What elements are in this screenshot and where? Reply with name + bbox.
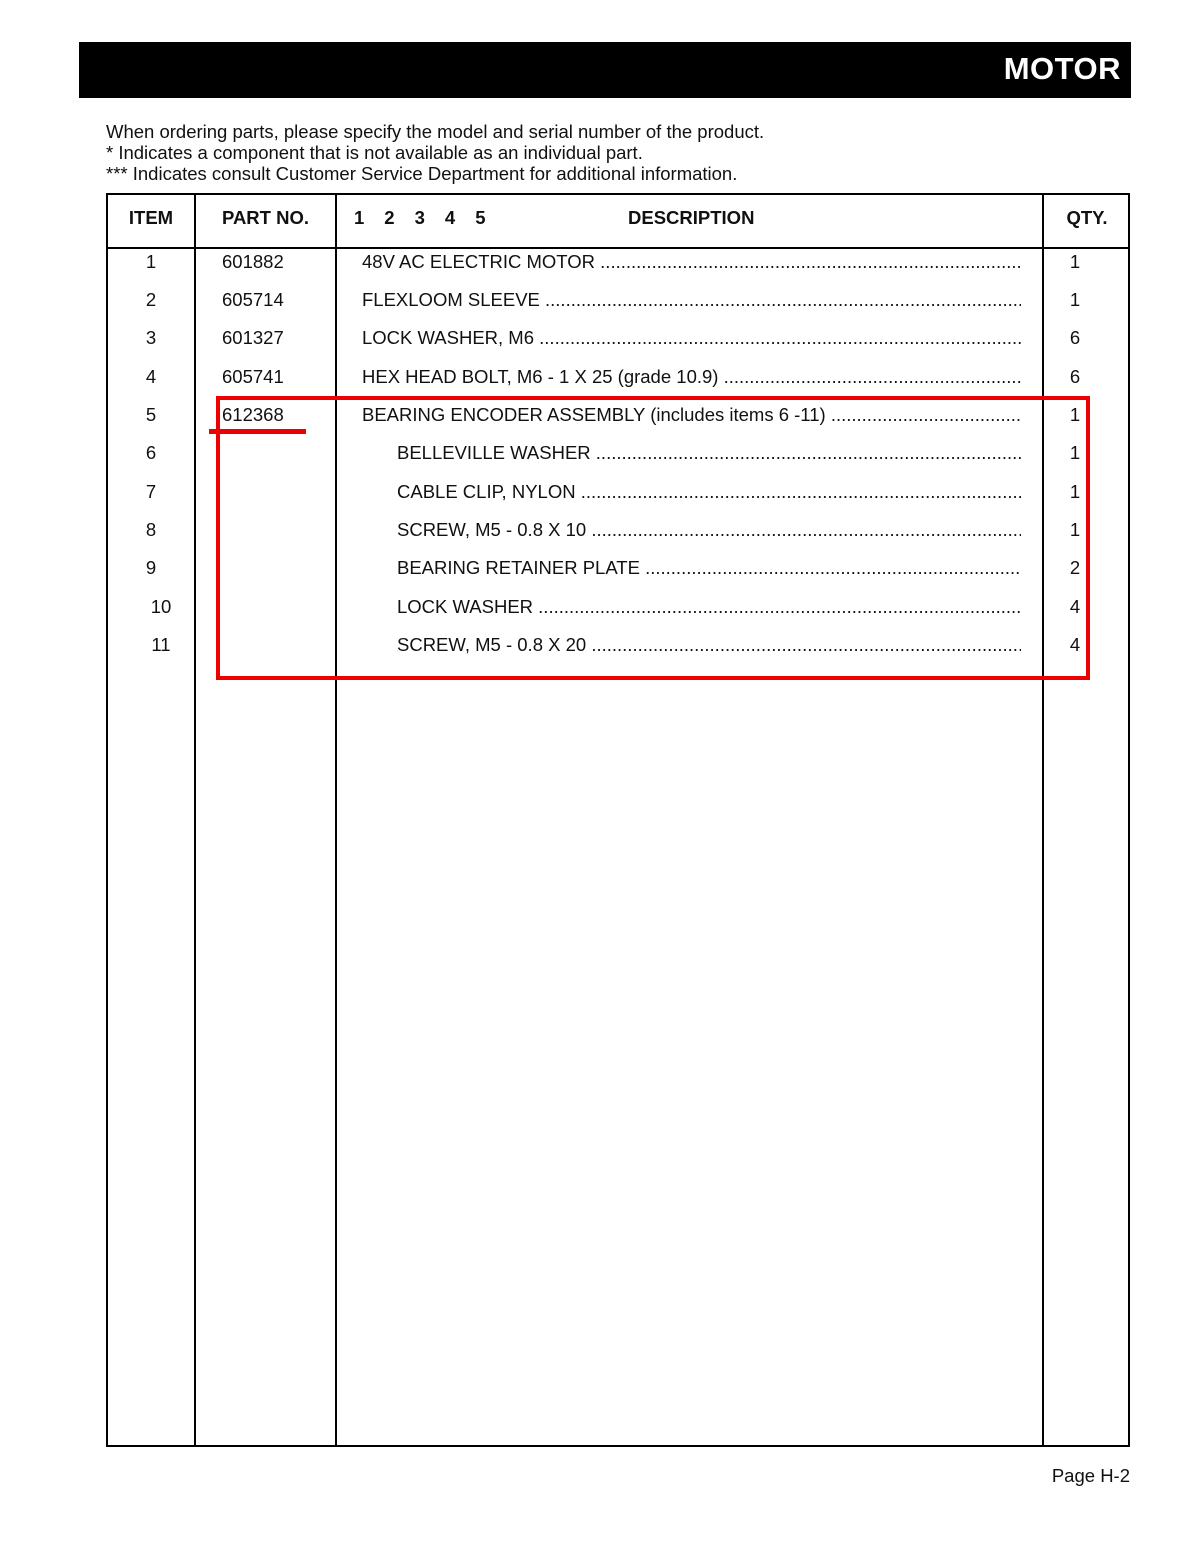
- description: CABLE CLIP, NYLON .....: [397, 481, 1021, 503]
- item-number: 7: [145, 481, 157, 502]
- table-row: [108, 289, 1128, 327]
- item-number: 4: [145, 366, 157, 387]
- highlight-box: [216, 396, 1090, 680]
- level-number: 1: [354, 207, 365, 228]
- table-row: [108, 251, 1128, 289]
- part-number: 605714: [222, 289, 284, 310]
- description: BEARING RETAINER PLATE .....: [397, 557, 1021, 579]
- quantity: 1: [1069, 289, 1081, 310]
- quantity: 4: [1069, 634, 1081, 655]
- header-divider: [108, 247, 1128, 249]
- level-number: 5: [475, 207, 486, 228]
- description: LOCK WASHER, M6 .....: [362, 327, 1021, 349]
- page-title: MOTOR: [1003, 51, 1121, 86]
- item-number: 9: [145, 557, 157, 578]
- description: 48V AC ELECTRIC MOTOR .....: [362, 251, 1021, 273]
- item-number: 11: [151, 634, 171, 655]
- page-number: Page H-2: [1051, 1465, 1130, 1486]
- column-header-description: DESCRIPTION: [628, 207, 755, 228]
- table-row: [108, 327, 1128, 365]
- note-line: *** Indicates consult Customer Service Department for additional information.: [106, 163, 738, 184]
- quantity: 6: [1069, 327, 1081, 348]
- item-number: 5: [145, 404, 157, 425]
- quantity: 1: [1069, 519, 1081, 540]
- item-number: 2: [145, 289, 157, 310]
- level-number: 3: [414, 207, 425, 228]
- part-number: 605741: [222, 366, 284, 387]
- parts-table: [106, 193, 1130, 1447]
- item-number: 10: [150, 596, 172, 617]
- description: HEX HEAD BOLT, M6 - 1 X 25 (grade 10.9) .....: [362, 366, 1021, 388]
- highlight-underline: [209, 429, 306, 434]
- item-number: 3: [145, 327, 157, 348]
- quantity: 1: [1069, 404, 1081, 425]
- column-header-qty: QTY.: [1066, 207, 1108, 228]
- description: FLEXLOOM SLEEVE .....: [362, 289, 1021, 311]
- ordering-notes: [106, 121, 764, 184]
- column-header-levels: [354, 207, 505, 229]
- note-line: * Indicates a component that is not available as an individual part.: [106, 142, 643, 163]
- item-number: 8: [145, 519, 157, 540]
- description: SCREW, M5 - 0.8 X 20 .....: [397, 634, 1021, 656]
- title-bar: [79, 42, 1131, 98]
- quantity: 6: [1069, 366, 1081, 387]
- quantity: 1: [1069, 481, 1081, 502]
- description: BEARING ENCODER ASSEMBLY (includes items 6 -11) .....: [362, 404, 1021, 426]
- part-number: 601882: [222, 251, 284, 272]
- quantity: 1: [1069, 442, 1081, 463]
- part-number: 601327: [222, 327, 284, 348]
- note-line: When ordering parts, please specify the model and serial number of the product.: [106, 121, 765, 142]
- level-number: 2: [384, 207, 395, 228]
- description: LOCK WASHER .....: [397, 596, 1021, 618]
- quantity: 2: [1069, 557, 1081, 578]
- description: BELLEVILLE WASHER .....: [397, 442, 1021, 464]
- item-number: 1: [145, 251, 157, 272]
- item-number: 6: [145, 442, 157, 463]
- quantity: 4: [1069, 596, 1081, 617]
- description: SCREW, M5 - 0.8 X 10 .....: [397, 519, 1021, 541]
- column-header-part-no: PART NO.: [221, 207, 310, 228]
- quantity: 1: [1069, 251, 1081, 272]
- part-number: 612368: [222, 404, 284, 425]
- level-number: 4: [444, 207, 456, 228]
- column-header-item: ITEM: [128, 207, 174, 228]
